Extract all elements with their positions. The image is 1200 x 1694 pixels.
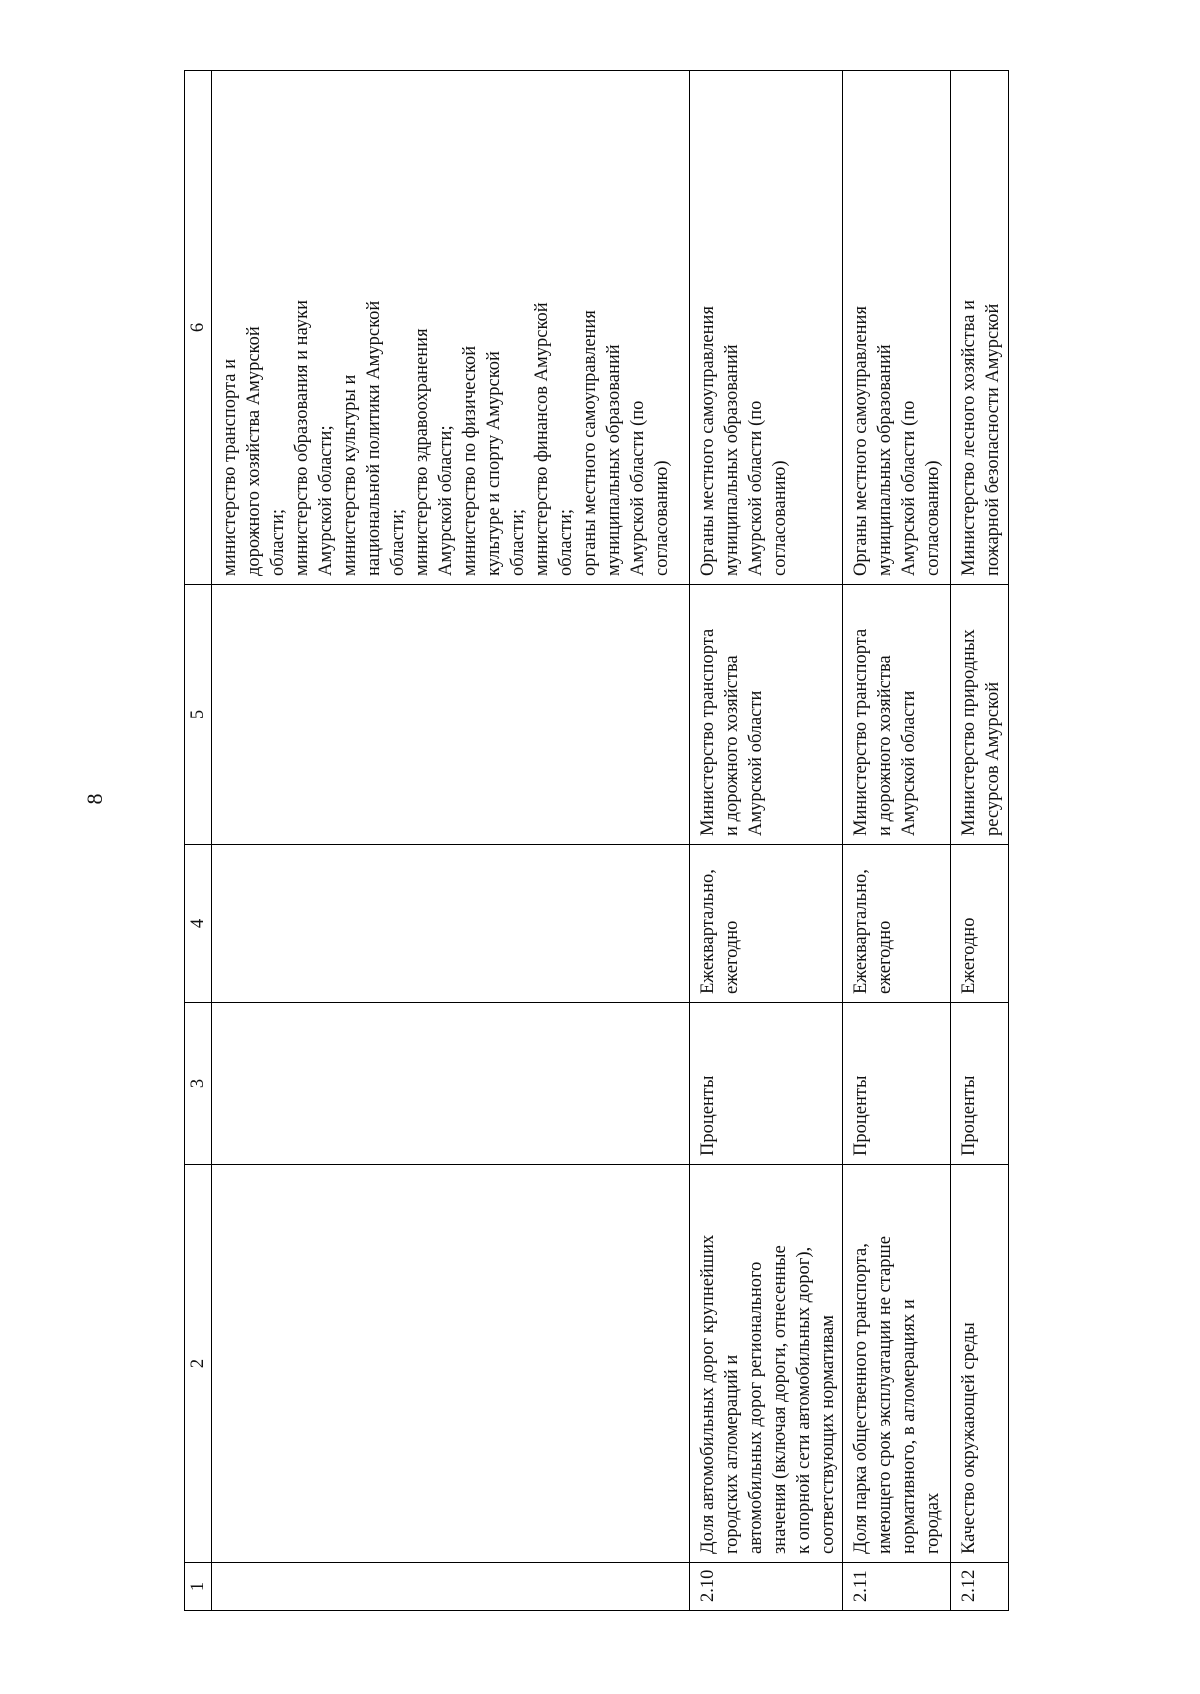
cell-text-line: Проценты bbox=[959, 1075, 979, 1156]
cell-text-line: городских агломераций и bbox=[722, 1354, 742, 1554]
table-row bbox=[690, 71, 843, 1611]
co-executors-cell bbox=[843, 71, 951, 585]
cell-text-line: Амурской области (по bbox=[746, 400, 766, 576]
cell-text-line: согласованию) bbox=[923, 460, 943, 576]
cell-text-line: области; bbox=[388, 509, 408, 576]
cell-text-line: муниципальных образований bbox=[875, 344, 895, 576]
frequency-cell bbox=[951, 845, 1009, 1003]
cell-text-line: Ежеквартально, bbox=[851, 869, 871, 994]
row-number-cell bbox=[843, 1563, 951, 1611]
rotated-table-container bbox=[184, 71, 1064, 1611]
cell-text-line: Органы местного самоуправления bbox=[851, 306, 871, 576]
cell-text-line: министерство здравоохранения bbox=[412, 328, 432, 576]
frequency-cell bbox=[212, 845, 690, 1003]
column-number-row bbox=[185, 71, 212, 1611]
unit-cell bbox=[212, 1003, 690, 1165]
cell-text-line: культуре и спорту Амурской bbox=[484, 351, 504, 576]
cell-text-line: 2.10 bbox=[698, 1569, 718, 1602]
cell-text-line: Органы местного самоуправления bbox=[698, 306, 718, 576]
cell-text-line: Амурской области (по bbox=[628, 400, 648, 576]
cell-text-line: имеющего срок эксплуатации не старше bbox=[875, 1236, 895, 1554]
table-row bbox=[951, 71, 1009, 1611]
cell-text-line: Амурской области bbox=[899, 690, 919, 836]
cell-text-line: Министерство транспорта bbox=[698, 628, 718, 836]
cell-text-line: городах bbox=[923, 1492, 943, 1554]
responsible-agency-cell bbox=[212, 585, 690, 845]
cell-text-line: Доля парка общественного транспорта, bbox=[851, 1243, 871, 1554]
column-number-cell: 2 bbox=[185, 1165, 212, 1563]
cell-text-line: и дорожного хозяйства bbox=[875, 655, 895, 836]
cell-text-line: министерство финансов Амурской bbox=[532, 302, 552, 576]
cell-text-line: муниципальных образований bbox=[604, 344, 624, 576]
cell-text-line: автомобильных дорог регионального bbox=[746, 1261, 766, 1554]
indicator-name-cell bbox=[690, 1165, 843, 1563]
cell-text-line: 2.11 bbox=[851, 1570, 871, 1602]
unit-cell bbox=[951, 1003, 1009, 1165]
cell-text-line: пожарной безопасности Амурской bbox=[983, 303, 1003, 576]
cell-text-line: ежегодно bbox=[875, 920, 895, 994]
co-executors-cell bbox=[690, 71, 843, 585]
cell-text-line: министерство по физической bbox=[460, 345, 480, 576]
indicator-name-cell bbox=[951, 1165, 1009, 1563]
cell-text-line: Ежегодно bbox=[959, 917, 979, 994]
table-row bbox=[212, 71, 690, 1611]
cell-text-line: Министерство транспорта bbox=[851, 628, 871, 836]
indicator-table bbox=[184, 70, 1009, 1611]
cell-text-line: Министерство природных bbox=[959, 629, 979, 836]
cell-text-line: министерство транспорта и bbox=[220, 358, 240, 576]
cell-text-line: дорожного хозяйства Амурской bbox=[244, 326, 264, 576]
column-number-cell: 5 bbox=[185, 585, 212, 845]
cell-text-line: Проценты bbox=[698, 1075, 718, 1156]
cell-text-line: Ежеквартально, bbox=[698, 869, 718, 994]
cell-text-line: области; bbox=[508, 509, 528, 576]
responsible-agency-cell bbox=[843, 585, 951, 845]
cell-text-line: министерство образования и науки bbox=[292, 300, 312, 576]
row-number-cell bbox=[212, 1563, 690, 1611]
frequency-cell bbox=[843, 845, 951, 1003]
cell-text-line: ежегодно bbox=[722, 920, 742, 994]
row-number-cell bbox=[690, 1563, 843, 1611]
column-number-cell: 3 bbox=[185, 1003, 212, 1165]
cell-text-line: согласованию) bbox=[652, 460, 672, 576]
cell-text-line: согласованию) bbox=[770, 460, 790, 576]
column-number-cell: 4 bbox=[185, 845, 212, 1003]
cell-text-line: муниципальных образований bbox=[722, 344, 742, 576]
cell-text-line: национальной политики Амурской bbox=[364, 300, 384, 576]
cell-text-line: Проценты bbox=[851, 1075, 871, 1156]
frequency-cell bbox=[690, 845, 843, 1003]
cell-text-line: соответствующих нормативам bbox=[818, 1314, 838, 1554]
cell-text-line: значения (включая дороги, отнесенные bbox=[770, 1245, 790, 1554]
row-number-cell bbox=[951, 1563, 1009, 1611]
cell-text-line: Амурской области; bbox=[316, 425, 336, 576]
cell-text-line: 2.12 bbox=[959, 1569, 979, 1602]
cell-text-line: и дорожного хозяйства bbox=[722, 655, 742, 836]
cell-text-line: органы местного самоуправления bbox=[580, 310, 600, 576]
column-number-cell: 1 bbox=[185, 1563, 212, 1611]
cell-text-line: Доля автомобильных дорог крупнейших bbox=[698, 1234, 718, 1554]
co-executors-cell bbox=[951, 71, 1009, 585]
indicator-name-cell bbox=[212, 1165, 690, 1563]
cell-text-line: области; bbox=[556, 509, 576, 576]
page-number: 8 bbox=[82, 793, 107, 805]
responsible-agency-cell bbox=[690, 585, 843, 845]
responsible-agency-cell bbox=[951, 585, 1009, 845]
cell-text-line: области; bbox=[268, 509, 288, 576]
table-row bbox=[843, 71, 951, 1611]
column-number-cell: 6 bbox=[185, 71, 212, 585]
unit-cell bbox=[843, 1003, 951, 1165]
cell-text-line: министерство культуры и bbox=[340, 374, 360, 576]
cell-text-line: Амурской области bbox=[746, 690, 766, 836]
cell-text-line: к опорной сети автомобильных дорог), bbox=[794, 1246, 814, 1554]
co-executors-cell bbox=[212, 71, 690, 585]
cell-text-line: ресурсов Амурской bbox=[983, 681, 1003, 836]
indicator-name-cell bbox=[843, 1165, 951, 1563]
cell-text-line: Амурской области; bbox=[436, 425, 456, 576]
cell-text-line: Качество окружающей среды bbox=[959, 1322, 979, 1554]
unit-cell bbox=[690, 1003, 843, 1165]
cell-text-line: Амурской области (по bbox=[899, 400, 919, 576]
cell-text-line: Министерство лесного хозяйства и bbox=[959, 300, 979, 576]
cell-text-line: нормативного, в агломерациях и bbox=[899, 1299, 919, 1554]
